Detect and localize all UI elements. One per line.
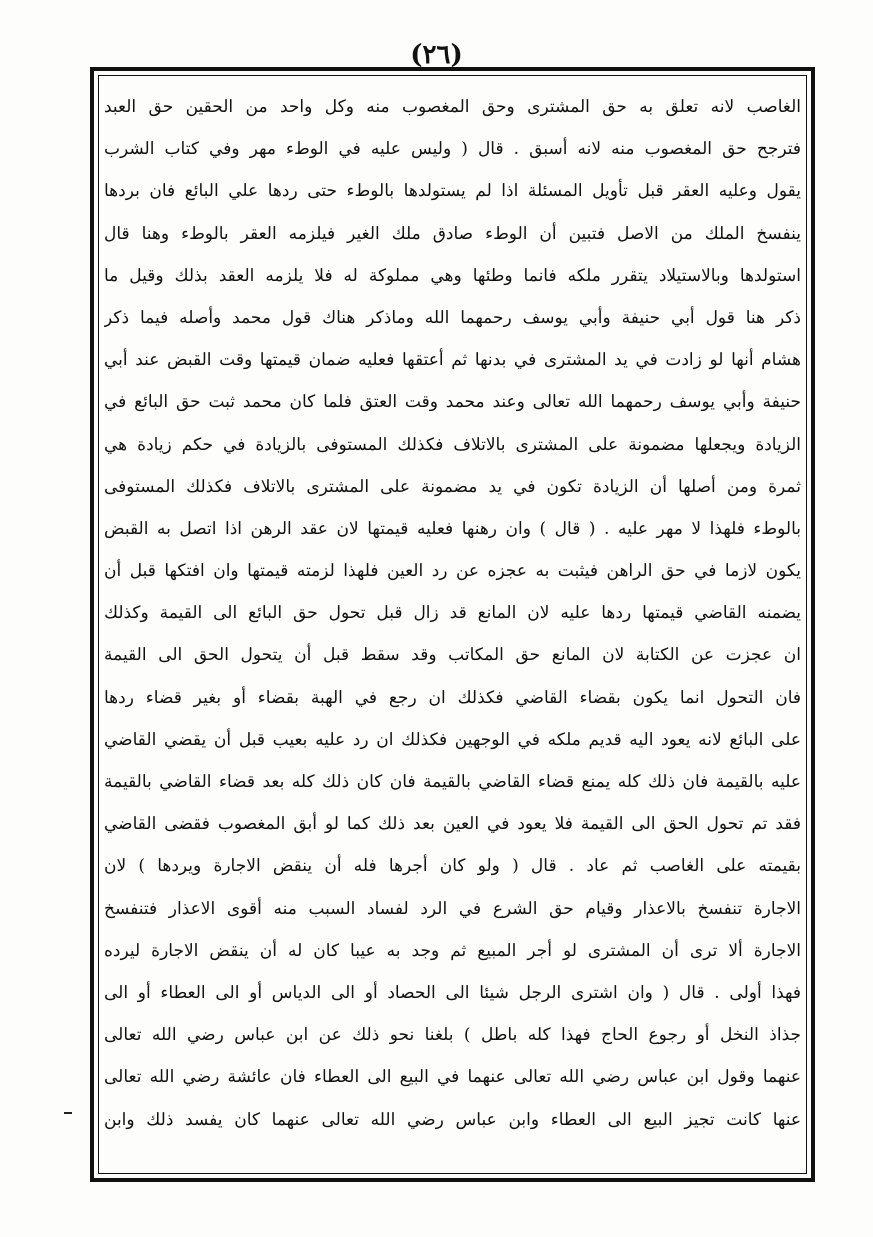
text-line: الاجارة ألا ترى أن المشترى لو أجر المبيع ثم وجد به عيبا كان له أن ينقض الاجارة ليرده (104, 940, 801, 961)
text-line: استولدها وبالاستيلاد يتقرر ملكه فانما وطئها وهي مملوكة له فلا يلزمه العقد بذلك وقيل ما (104, 265, 801, 286)
text-line: ينفسخ الملك من الاصل فتبين أن الوطء صادق ملك الغير فيلزمه العقر بالوطء وهنا قال (104, 223, 801, 244)
text-line: فترجح حق المغصوب منه لانه أسبق . قال ( وليس عليه في الوطء مهر وفي كتاب الشرب (104, 139, 801, 160)
text-line: على البائع لانه يعود اليه قديم ملكه في الوجهين فكذلك ان رد عليه بعيب قبل أن يقضي القاضي (104, 729, 801, 750)
text-line: بالوطء فلهذا لا مهر عليه . ( قال ) وان رهنها فعليه قيمتها لان عقد الرهن اذا اتصل به القبض (104, 518, 801, 539)
text-line: ثمرة ومن أصلها أن الزيادة تكون في يد مضمونة على المشترى بالاتلاف فكذلك المستوفى (104, 476, 801, 497)
text-line: الاجارة تنفسخ بالاعذار وقيام حق الشرع في الرد لفساد السبب منه أقوى الاعذار فتنفسخ (104, 898, 801, 919)
text-line: عنها كانت تجيز البيع الى العطاء وابن عباس رضي الله تعالى عنهما كان يفسد ذلك وابن (104, 1109, 801, 1130)
text-line: يضمنه القاضي قيمتها ردها عليه لان المانع قد زال قبل تحول حق البائع الى القيمة وكذلك (104, 603, 801, 624)
text-line: جذاذ النخل أو رجوع الحاج فهذا كله باطل ) بلغنا نحو ذلك عن ابن عباس رضي الله تعالى (104, 1025, 801, 1046)
text-line: يكون لازما في حق الراهن فيثبت به عجزه عن رد العين فلهذا لزمته قيمتها وان افتكها قبل أن (104, 561, 801, 582)
text-line: الزيادة ويجعلها مضمونة على المشترى بالاتلاف فكذلك المستوفى بالزيادة في حكم زيادة هي (104, 434, 801, 455)
margin-mark (64, 1112, 72, 1114)
page-number: (٢٦) (410, 40, 463, 70)
text-line: بقيمته على الغاصب ثم عاد . قال ( ولو كان أجرها فله أن ينقض الاجارة ويردها ) لان (104, 856, 801, 877)
text-line: ذكر هنا قول أبي حنيفة وأبي يوسف رحمهما الله وماذكر هناك قول محمد وأصله فيما ذكر (104, 307, 801, 328)
text-line: عليه بالقيمة فان ذلك كله يمنع قضاء القاضي بالقيمة فان كان ذلك كله بعد قضاء القاضي بالقيمة (104, 772, 801, 792)
text-line: عنهما وقول ابن عباس رضي الله تعالى عنهما في البيع الى العطاء فان عائشة رضي الله تعالى (104, 1067, 801, 1088)
text-line: الغاصب لانه تعلق به حق المشترى وحق المغصوب منه وكل واحد من الحقين حق العبد (104, 97, 801, 117)
text-line: فهذا أولى . قال ( وان اشترى الرجل شيئا الى الحصاد أو الى الدياس أو الى العطاء أو الى (104, 982, 801, 1003)
text-line: فقد تم تحول الحق الى القيمة فلا يعود في العين بعد ذلك كما لو أبق المغصوب فقضى القاضي (104, 814, 801, 835)
body-text (104, 86, 801, 1166)
text-line: هشام أنها لو زادت في يد المشترى في بدنها ثم أعتقها فعليه ضمان قيمتها وقت القبض عند أبي (104, 350, 801, 371)
text-line: حنيفة وأبي يوسف رحمهما الله تعالى وعند محمد وقت العتق فلما كان محمد ثبت حق البائع في (104, 392, 801, 413)
text-line: ان عجزت عن الكتابة لان المانع حق المكاتب وقد سقط قبل أن يتحول الحق الى القيمة (104, 645, 801, 666)
text-line: يقول وعليه العقر قبل تأويل المسئلة اذا لم يستولدها بالوطء حتى ردها علي البائع فان بردها (104, 181, 801, 202)
text-line: فان التحول انما يكون بقضاء القاضي فكذلك ان رجع في الهبة بقضاء أو بغير قضاء ردها (104, 687, 801, 708)
